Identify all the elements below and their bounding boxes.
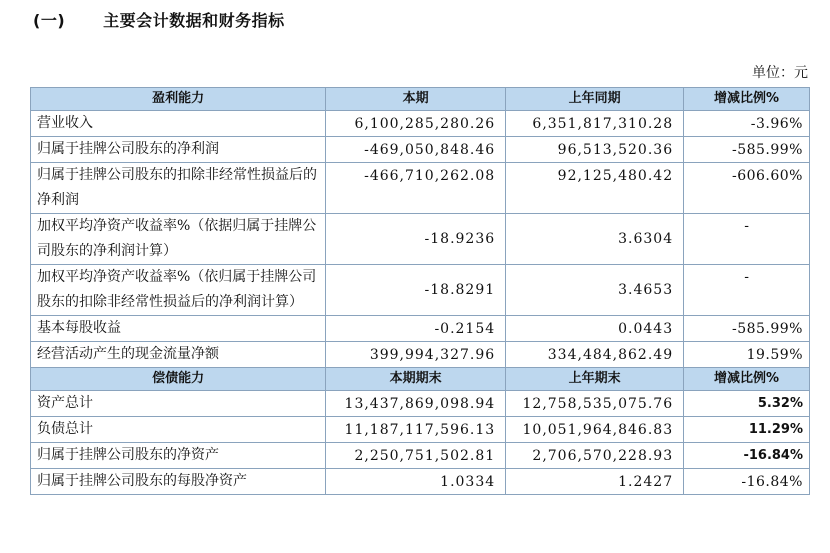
change-value: 19.59% <box>684 342 810 368</box>
current-value: -469,050,848.46 <box>326 137 506 163</box>
current-value: 11,187,117,596.13 <box>326 417 506 443</box>
prior-value: 3.6304 <box>506 214 684 265</box>
table-row <box>31 417 810 443</box>
change-value: -3.96% <box>684 111 810 137</box>
prior-value: 96,513,520.36 <box>506 137 684 163</box>
prior-value: 3.4653 <box>506 265 684 316</box>
table-row <box>31 214 810 265</box>
column-header: 本期 <box>326 88 506 111</box>
section-number: (一) <box>33 11 66 30</box>
current-value: -18.9236 <box>326 214 506 265</box>
row-label: 经营活动产生的现金流量净额 <box>31 342 326 368</box>
change-value: -606.60% <box>684 163 810 214</box>
unit-label: 单位：元 <box>752 65 808 81</box>
prior-value: 92,125,480.42 <box>506 163 684 214</box>
current-value: 6,100,285,280.26 <box>326 111 506 137</box>
row-label: 归属于挂牌公司股东的净资产 <box>31 443 326 469</box>
column-header: 增减比例% <box>684 368 810 391</box>
prior-value: 0.0443 <box>506 316 684 342</box>
solvency-header-row <box>31 368 810 391</box>
row-label: 归属于挂牌公司股东的净利润 <box>31 137 326 163</box>
change-value: - <box>684 265 810 316</box>
prior-value: 12,758,535,075.76 <box>506 391 684 417</box>
current-value: 2,250,751,502.81 <box>326 443 506 469</box>
row-label: 负债总计 <box>31 417 326 443</box>
column-header: 上年同期 <box>506 88 684 111</box>
table-row <box>31 137 810 163</box>
row-label: 归属于挂牌公司股东的每股净资产 <box>31 469 326 495</box>
table-row <box>31 443 810 469</box>
current-value: 399,994,327.96 <box>326 342 506 368</box>
prior-value: 6,351,817,310.28 <box>506 111 684 137</box>
prior-value: 334,484,862.49 <box>506 342 684 368</box>
change-value: 11.29% <box>684 417 810 443</box>
section-heading <box>33 8 285 31</box>
table-row <box>31 342 810 368</box>
table-row <box>31 265 810 316</box>
current-value: -18.8291 <box>326 265 506 316</box>
column-header: 偿债能力 <box>31 368 326 391</box>
change-value: -16.84% <box>684 443 810 469</box>
table-row <box>31 163 810 214</box>
table-row <box>31 316 810 342</box>
table-row <box>31 469 810 495</box>
row-label: 归属于挂牌公司股东的扣除非经常性损益后的净利润 <box>31 163 326 214</box>
change-value: -16.84% <box>684 469 810 495</box>
row-label: 加权平均净资产收益率%（依据归属于挂牌公司股东的净利润计算） <box>31 214 326 265</box>
current-value: 13,437,869,098.94 <box>326 391 506 417</box>
section-title: 主要会计数据和财务指标 <box>103 11 285 30</box>
change-value: 5.32% <box>684 391 810 417</box>
row-label: 基本每股收益 <box>31 316 326 342</box>
change-value: -585.99% <box>684 316 810 342</box>
column-header: 增减比例% <box>684 88 810 111</box>
column-header: 本期期末 <box>326 368 506 391</box>
row-label: 资产总计 <box>31 391 326 417</box>
prior-value: 2,706,570,228.93 <box>506 443 684 469</box>
current-value: 1.0334 <box>326 469 506 495</box>
table-row <box>31 111 810 137</box>
profit-header-row <box>31 88 810 111</box>
current-value: -0.2154 <box>326 316 506 342</box>
column-header: 盈利能力 <box>31 88 326 111</box>
prior-value: 1.2427 <box>506 469 684 495</box>
current-value: -466,710,262.08 <box>326 163 506 214</box>
table-row <box>31 391 810 417</box>
row-label: 加权平均净资产收益率%（依归属于挂牌公司股东的扣除非经常性损益后的净利润计算） <box>31 265 326 316</box>
column-header: 上年期末 <box>506 368 684 391</box>
change-value: - <box>684 214 810 265</box>
financial-indicators-table <box>30 87 810 495</box>
prior-value: 10,051,964,846.83 <box>506 417 684 443</box>
change-value: -585.99% <box>684 137 810 163</box>
row-label: 营业收入 <box>31 111 326 137</box>
